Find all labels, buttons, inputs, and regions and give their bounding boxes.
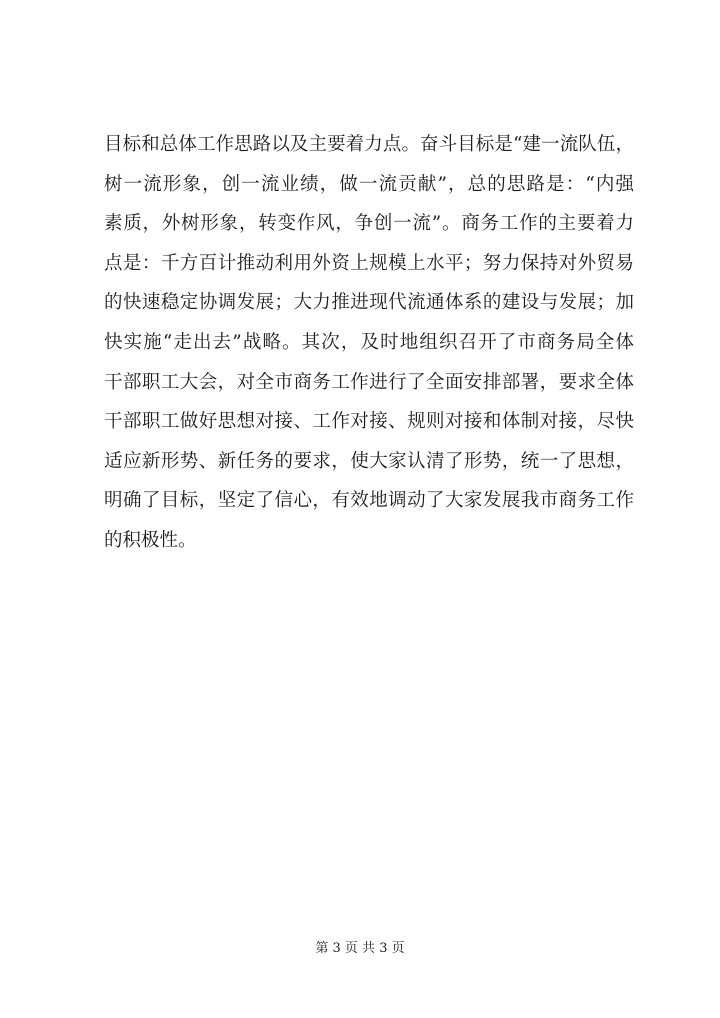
paragraph-line: 素质，外树形象，转变作风，争创一流”。商务工作的主要着力 (104, 213, 634, 235)
body-paragraph (104, 125, 634, 561)
paragraph-line: 适应新形势、新任务的要求，使大家认清了形势，统一了思想， (104, 450, 634, 472)
paragraph-line: 明确了目标，坚定了信心，有效地调动了大家发展我市商务工作 (104, 490, 634, 512)
page-footer: 第 3 页 共 3 页 (315, 941, 405, 956)
paragraph-line: 快实施“走出去”战略。其次，及时地组织召开了市商务局全体 (104, 331, 634, 353)
paragraph-line: 点是：千方百计推动利用外资上规模上水平；努力保持对外贸易 (104, 252, 634, 274)
paragraph-line: 的快速稳定协调发展；大力推进现代流通体系的建设与发展；加 (104, 292, 634, 314)
paragraph-line: 树一流形象，创一流业绩，做一流贡献”，总的思路是：“内强 (104, 173, 634, 195)
paragraph-line: 的积极性。 (104, 529, 197, 551)
paragraph-line: 干部职工做好思想对接、工作对接、规则对接和体制对接，尽快 (104, 411, 634, 433)
paragraph-line: 干部职工大会，对全市商务工作进行了全面安排部署，要求全体 (104, 371, 634, 393)
paragraph-line: 目标和总体工作思路以及主要着力点。奋斗目标是“建一流队伍， (104, 134, 634, 155)
